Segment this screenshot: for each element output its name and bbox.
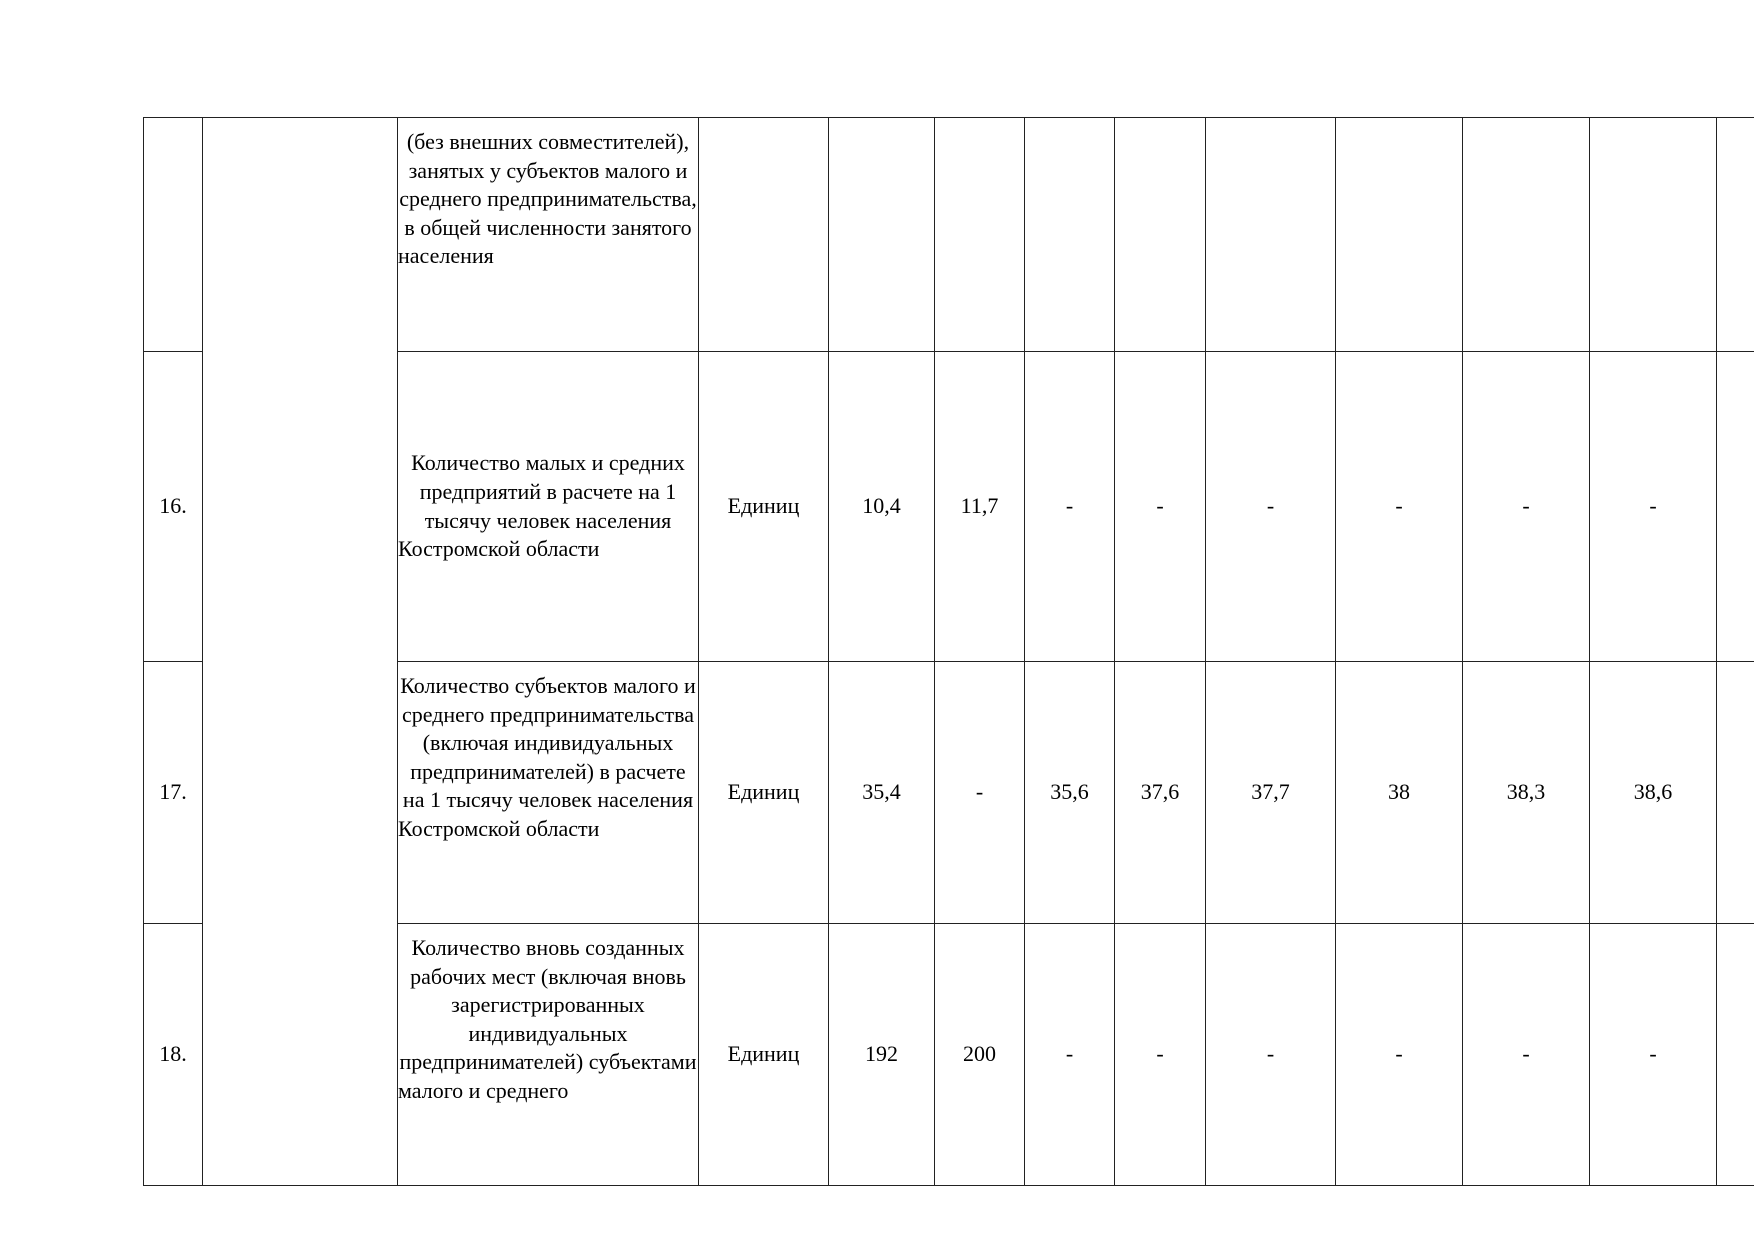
row-number: 16.	[144, 352, 203, 662]
row-number: 18.	[144, 924, 203, 1186]
value-cell: 35,6	[1025, 662, 1115, 924]
value-cell: 10,4	[829, 352, 935, 662]
indicator-text: Количество малых и средних предприятий в расчете на 1 тысячу человек населения Костромской области	[398, 450, 685, 562]
value-cell: 11,7	[935, 352, 1025, 662]
row-number: 17.	[144, 662, 203, 924]
value-cell-clipped	[1717, 352, 1754, 662]
value-cell-clipped	[1717, 924, 1754, 1186]
value-cell	[1590, 118, 1717, 352]
value-cell: -	[1590, 924, 1717, 1186]
value-cell	[1336, 118, 1463, 352]
merged-program-cell	[203, 118, 398, 1186]
unit-cell: Единиц	[699, 662, 829, 924]
value-cell: -	[1463, 352, 1590, 662]
value-cell: 200	[935, 924, 1025, 1186]
value-cell: 38,6	[1590, 662, 1717, 924]
value-cell: -	[1025, 352, 1115, 662]
unit-cell: Единиц	[699, 352, 829, 662]
value-cell: -	[1115, 924, 1206, 1186]
value-cell	[1206, 118, 1336, 352]
unit-cell: Единиц	[699, 924, 829, 1186]
value-cell-clipped	[1717, 118, 1754, 352]
value-cell: 38	[1336, 662, 1463, 924]
unit-cell	[699, 118, 829, 352]
value-cell	[1025, 118, 1115, 352]
value-cell	[935, 118, 1025, 352]
indicator-name	[398, 118, 699, 352]
row-number	[144, 118, 203, 352]
value-cell	[1115, 118, 1206, 352]
value-cell: -	[1336, 352, 1463, 662]
value-cell: 38,3	[1463, 662, 1590, 924]
indicator-name	[398, 662, 699, 924]
value-cell-clipped	[1717, 662, 1754, 924]
value-cell: 35,4	[829, 662, 935, 924]
value-cell: 192	[829, 924, 935, 1186]
value-cell: -	[935, 662, 1025, 924]
value-cell	[1463, 118, 1590, 352]
indicator-text: Количество вновь созданных рабочих мест (включая вновь зарегистрированных индивидуальных предпринимателей) субъектами малого и среднего	[398, 935, 697, 1103]
indicator-text: (без внешних совместителей), занятых у субъектов малого и среднего предпринимательства, в общей численности занятого населения	[398, 129, 697, 269]
indicator-text: Количество субъектов малого и среднего предпринимательства (включая индивидуальных предпринимателей) в расчете на 1 тысячу человек населения Костромской области	[398, 673, 696, 841]
value-cell: -	[1336, 924, 1463, 1186]
value-cell: 37,7	[1206, 662, 1336, 924]
value-cell: -	[1025, 924, 1115, 1186]
value-cell: -	[1463, 924, 1590, 1186]
value-cell: -	[1590, 352, 1717, 662]
value-cell: 37,6	[1115, 662, 1206, 924]
indicator-name	[398, 924, 699, 1186]
indicators-table	[143, 117, 1754, 1186]
value-cell	[829, 118, 935, 352]
indicator-name	[398, 352, 699, 662]
value-cell: -	[1206, 924, 1336, 1186]
table-row	[144, 118, 1754, 352]
value-cell: -	[1206, 352, 1336, 662]
value-cell: -	[1115, 352, 1206, 662]
